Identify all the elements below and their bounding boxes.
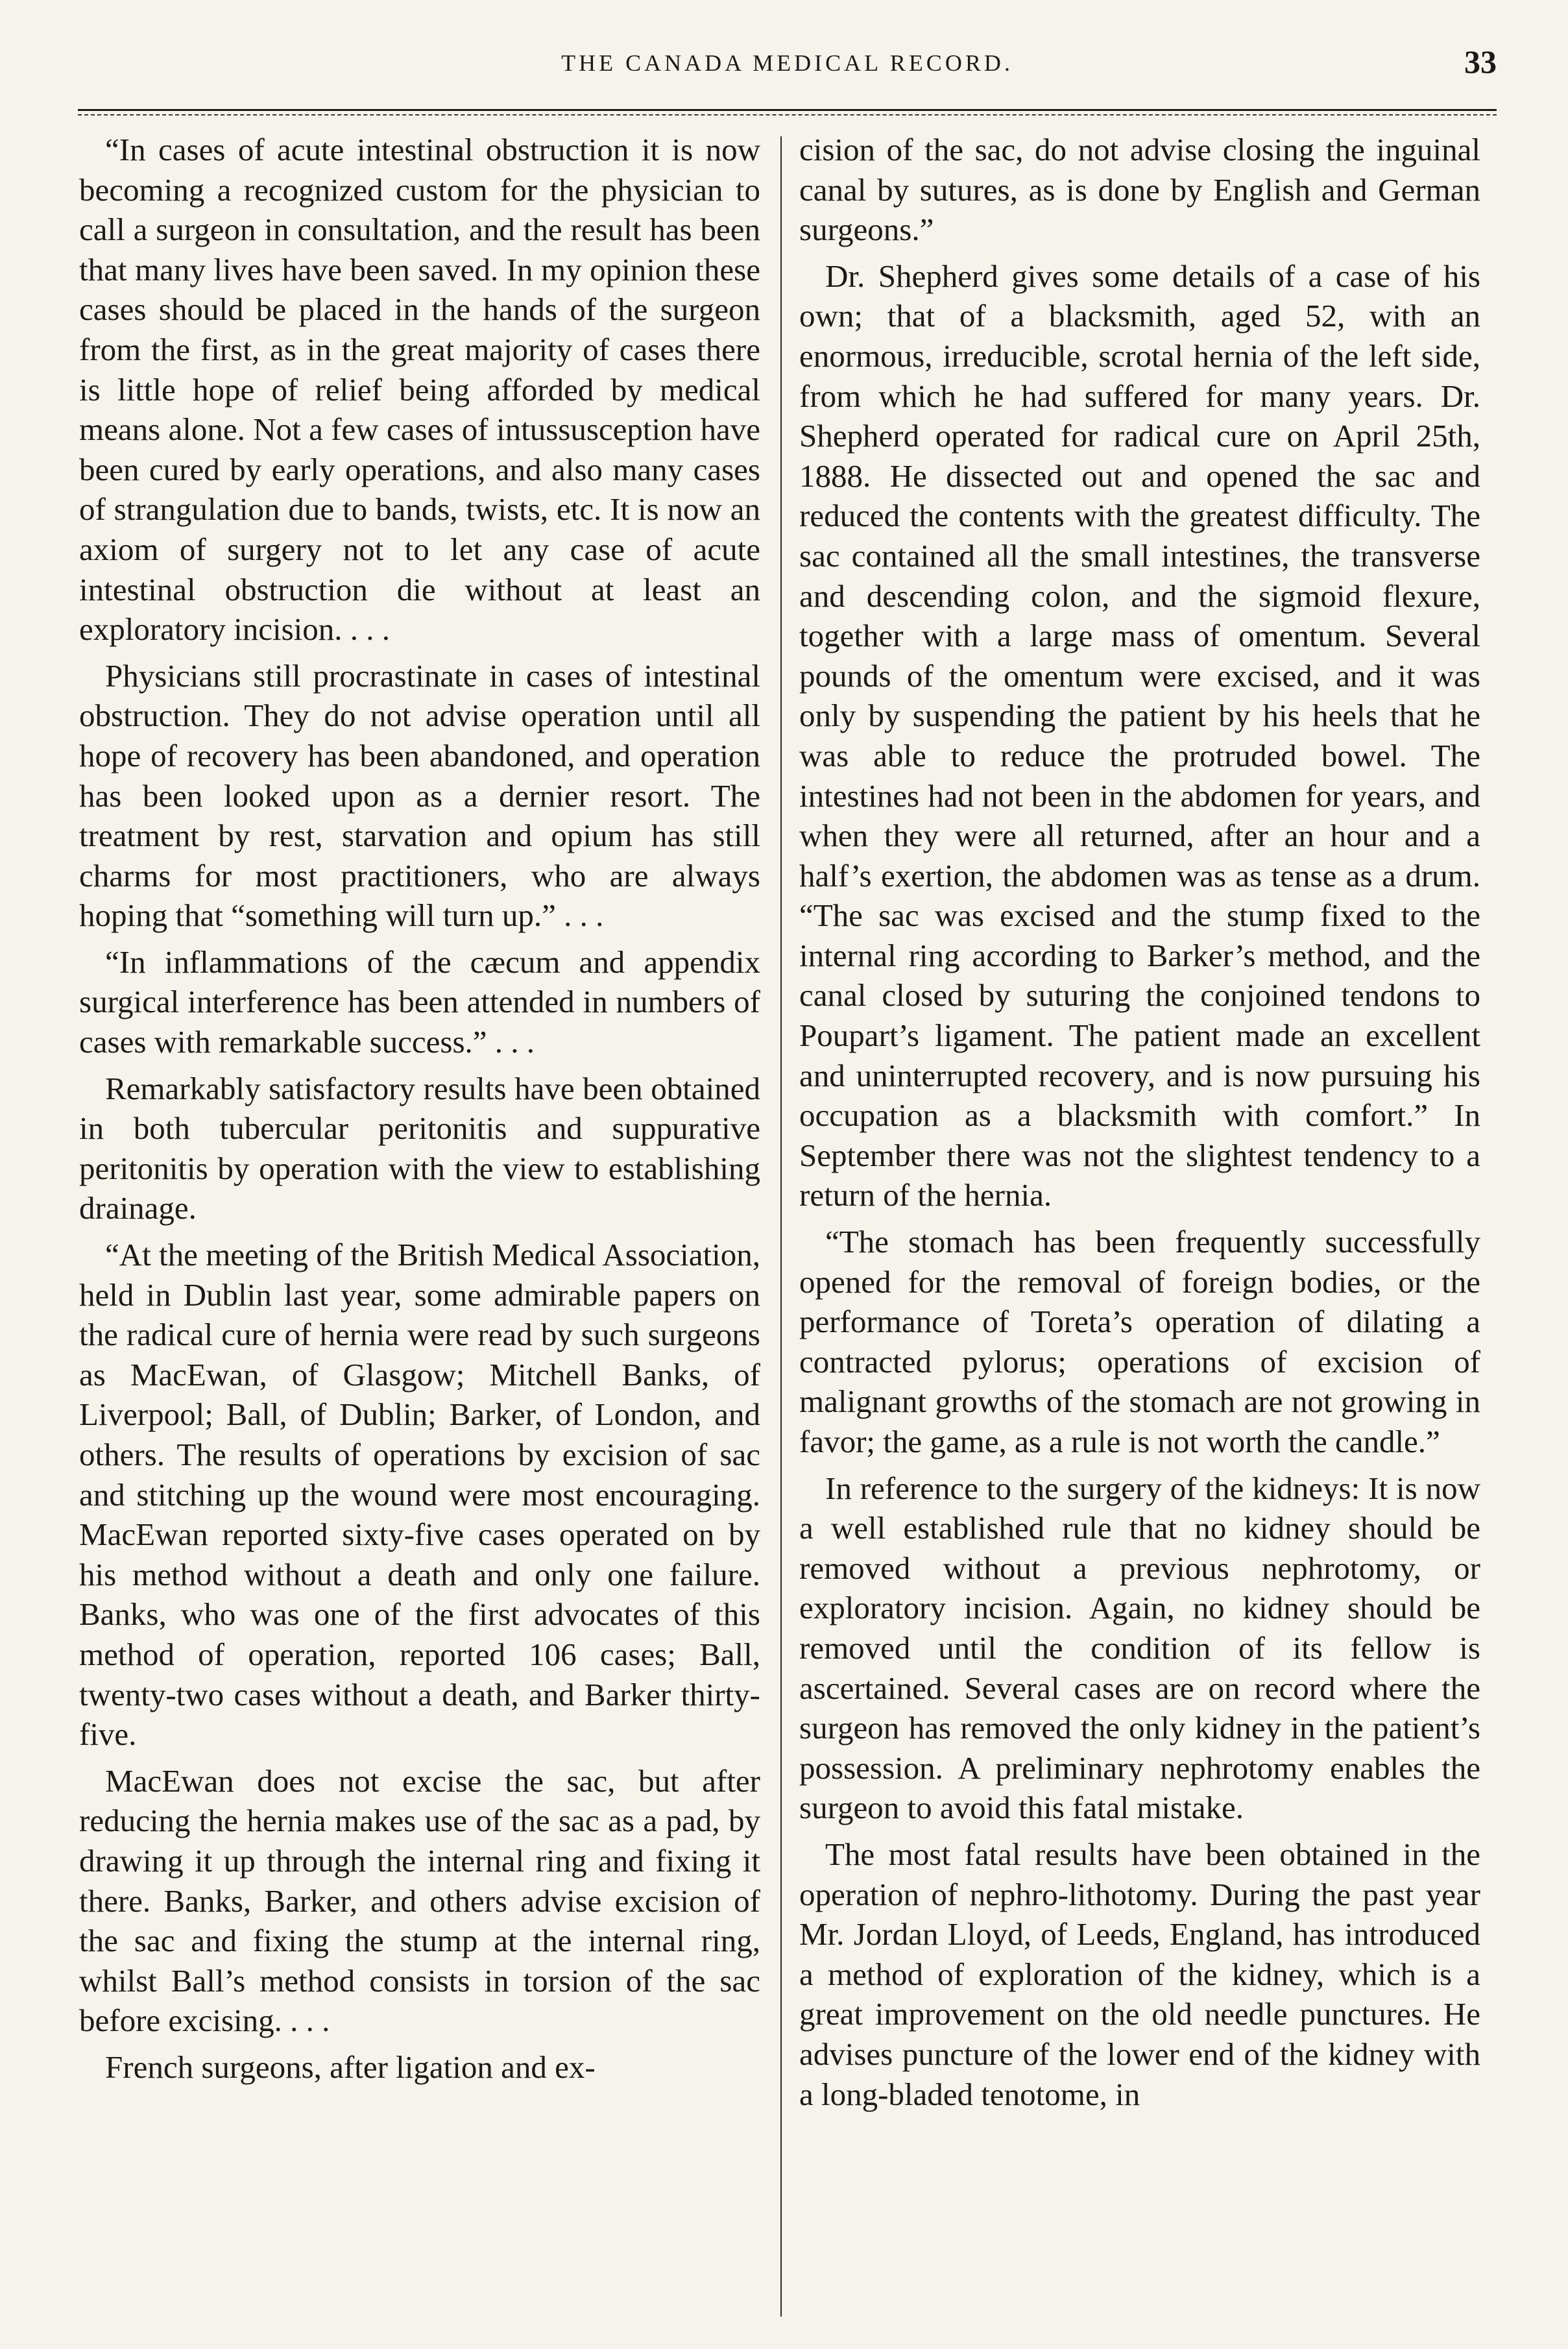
paragraph: The most fatal results have been obtained in the operation of nephro-lithotomy. During the past year Mr. Jordan Lloyd, of Leeds, England, has introduced a method of exploration of the kidney, which is a great improvement on the old needle punctures. He advises puncture of the lower end of the kidney with a long-bladed tenotome, in [799, 1836, 1480, 2112]
paragraph: French surgeons, after ligation and ex- [105, 2049, 596, 2085]
paragraph: Physicians still procrastinate in cases of intestinal obstruction. They do not advise operation until all hope of recovery has been abandoned, and operation has been looked upon as a dernier resort. The treatment by rest, starvation and opium has still charms for most practitioners, who are always hoping that “something will turn up.” . . . [79, 657, 760, 934]
running-head [78, 38, 1497, 90]
paragraph: “In cases of acute intestinal obstruction it is now becoming a recognized custom for the physician to call a surgeon in consultation, and the result has been that many lives have been saved. In my opinion these cases should be placed in the hands of the surgeon from the first, as in the great majority of cases there is little hope of relief being afforded by medical means alone. Not a few cases of intussusception have been cured by early operations, and also many cases of strangulation due to bands, twists, etc. It is now an axiom of surgery not to let any case of acute intestinal obstruction die without at least an exploratory incision. . . . [79, 132, 760, 648]
paragraph: “The stomach has been frequently successfully opened for the removal of foreign bodies, or the performance of Toreta’s operation of dilating a contracted pylorus; operations of excision of malignant growths of the stomach are not growing in favor; the game, as a rule is not worth the candle.” [799, 1224, 1480, 1459]
paragraph: Remarkably satisfactory results have been obtained in both tubercular peritonitis and suppurative peritonitis by operation with the view to establishing drainage. [79, 1070, 760, 1226]
right-column [799, 130, 1480, 2323]
paragraph: “In inflammations of the cæcum and appendix surgical interference has been attended in numbers of cases with remarkable success.” . . . [79, 943, 760, 1060]
left-column [79, 130, 760, 2323]
paragraph: cision of the sac, do not advise closing the inguinal canal by sutures, as is done by English and German surgeons.” [799, 132, 1480, 248]
page-number: 33 [1464, 43, 1497, 80]
header-rule-dashed [78, 114, 1497, 116]
paragraph: Dr. Shepherd gives some details of a case of his own; that of a blacksmith, aged 52, with an enormous, irreducible, scrotal hernia of the left side, from which he had suffered for many years. Dr. Shepherd operated for radical cure on April 25th, 1888. He dissected out and opened the sac and reduced the contents with the greatest difficulty. The sac contained all the small intestines, the transverse and descending colon, and the sigmoid flexure, together with a large mass of omentum. Several pounds of the omentum were excised, and it was only by suspending the patient by his heels that he was able to reduce the protruded bowel. The intestines had not been in the abdomen for years, and when they were all returned, after an hour and a half’s exertion, the abdomen was as tense as a drum. “The sac was excised and the stump fixed to the internal ring according to Barker’s method, and the canal closed by suturing the conjoined tendons to Poupart’s ligament. The patient made an excellent and uninterrupted recovery, and is now pursuing his occupation as a blacksmith with comfort.” In September there was not the slightest tendency to a return of the hernia. [799, 258, 1480, 1213]
paragraph: In reference to the surgery of the kidneys: It is now a well established rule that no kidney should be removed without a previous nephrotomy, or exploratory incision. Again, no kidney should be removed until the condition of its fellow is ascertained. Several cases are on record where the surgeon has removed the only kidney in the patient’s possession. A preliminary nephrotomy enables the surgeon to avoid this fatal mistake. [799, 1470, 1480, 1826]
header-rule [78, 109, 1497, 111]
column-divider [780, 136, 782, 2317]
paragraph: “At the meeting of the British Medical Association, held in Dublin last year, some admirable papers on the radical cure of hernia were read by such surgeons as MacEwan, of Glasgow; Mitchell Banks, of Liverpool; Ball, of Dublin; Barker, of London, and others. The results of operations by excision of sac and stitching up the wound were most encouraging. MacEwan reported sixty-five cases operated on by his method without a death and only one failure. Banks, who was one of the first advocates of this method of operation, reported 106 cases; Ball, twenty-two cases without a death, and Barker thirty-five. [79, 1237, 760, 1753]
running-title: THE CANADA MEDICAL RECORD. [561, 50, 1013, 76]
paragraph: MacEwan does not excise the sac, but after reducing the hernia makes use of the sac as a pad, by drawing it up through the internal ring and fixing it there. Banks, Barker, and others advise excision of the sac and fixing the stump at the internal ring, whilst Ball’s method consists in torsion of the sac before excising. . . . [79, 1762, 760, 2039]
